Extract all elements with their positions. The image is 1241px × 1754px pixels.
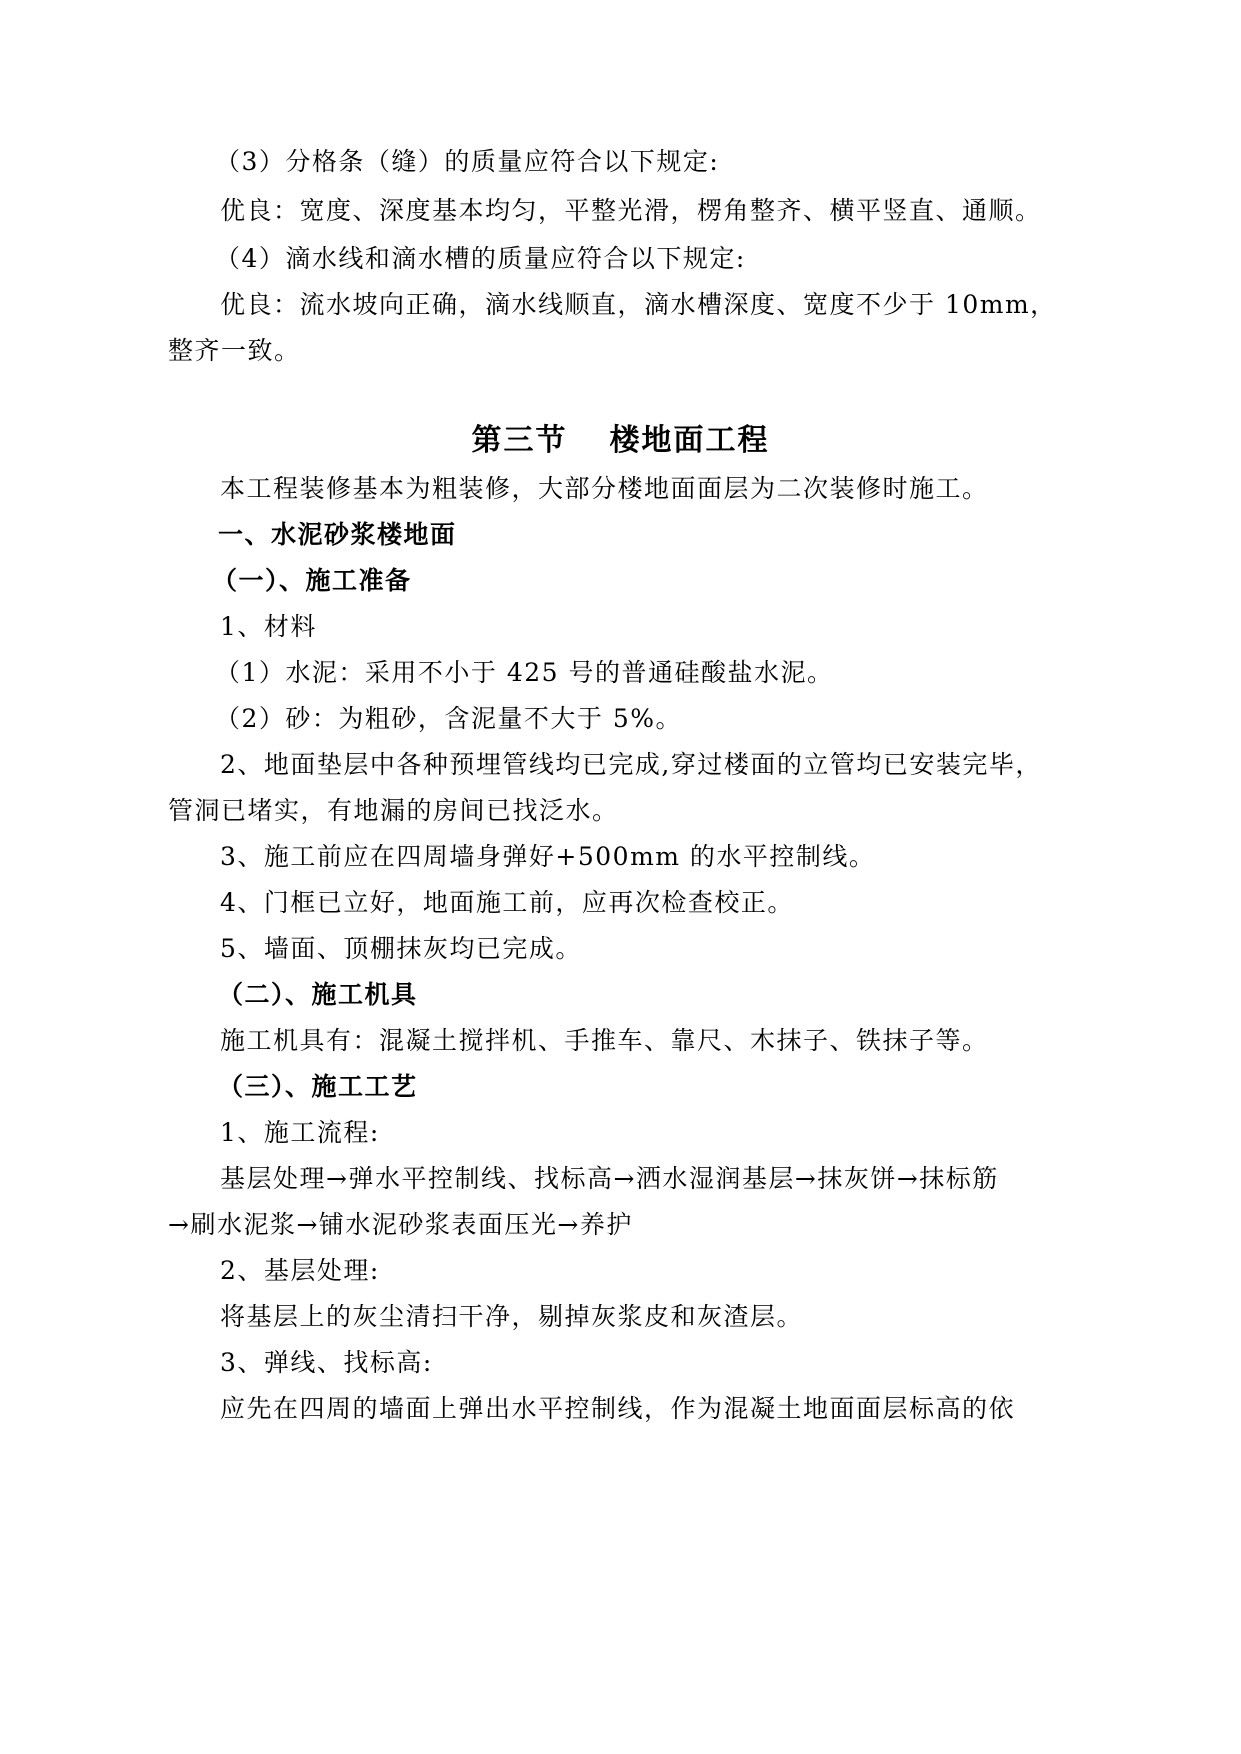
quality-rule-4-excellent: 优良：流水坡向正确，滴水线顺直，滴水槽深度、宽度不少于 10mm， xyxy=(220,290,1057,319)
quality-rule-4-excellent-cont: 整齐一致。 xyxy=(168,336,301,365)
item-marking-level: 3、弹线、找标高: xyxy=(220,1348,433,1377)
heading-preparation: （一）、施工准备 xyxy=(212,566,412,595)
quality-rule-3: （3）分格条（缝）的质量应符合以下规定: xyxy=(215,147,720,176)
item-2-embedded-pipes-cont: 管洞已堵实，有地漏的房间已找泛水。 xyxy=(168,796,619,825)
marking-level-text: 应先在四周的墙面上弹出水平控制线，作为混凝土地面面层标高的依 xyxy=(220,1394,1016,1423)
flow-steps: 基层处理→弹水平控制线、找标高→洒水湿润基层→抹灰饼→抹标筋 xyxy=(220,1164,999,1193)
item-base-treatment: 2、基层处理: xyxy=(220,1256,380,1285)
section-number: 第三节 xyxy=(471,423,568,458)
quality-rule-3-excellent: 优良：宽度、深度基本均匀，平整光滑，楞角整齐、横平竖直、通顺。 xyxy=(220,196,1042,225)
item-3-control-line: 3、施工前应在四周墙身弹好+500mm 的水平控制线。 xyxy=(220,842,876,871)
heading-tools: （二）、施工机具 xyxy=(218,980,418,1009)
heading-process: （三）、施工工艺 xyxy=(218,1072,418,1101)
section-name: 楼地面工程 xyxy=(609,423,770,458)
item-2-embedded-pipes: 2、地面垫层中各种预埋管线均已完成,穿过楼面的立管均已安装完毕， xyxy=(220,750,1042,779)
intro-paragraph: 本工程装修基本为粗装修，大部分楼地面面层为二次装修时施工。 xyxy=(220,474,989,503)
item-materials: 1、材料 xyxy=(220,612,317,641)
flow-steps-cont: →刷水泥浆→铺水泥砂浆表面压光→养护 xyxy=(168,1210,633,1239)
item-construction-flow: 1、施工流程: xyxy=(220,1118,380,1147)
material-cement: （1）水泥：采用不小于 425 号的普通硅酸盐水泥。 xyxy=(215,658,834,687)
item-4-door-frame: 4、门框已立好，地面施工前，应再次检查校正。 xyxy=(220,888,794,917)
material-sand: （2）砂：为粗砂，含泥量不大于 5%。 xyxy=(215,704,683,733)
heading-cement-mortar-floor: 一、水泥砂浆楼地面 xyxy=(218,520,457,549)
base-treatment-text: 将基层上的灰尘清扫干净，剔掉灰浆皮和灰渣层。 xyxy=(220,1302,804,1331)
tools-list: 施工机具有：混凝土搅拌机、手推车、靠尺、木抹子、铁抹子等。 xyxy=(220,1026,989,1055)
quality-rule-4: （4）滴水线和滴水槽的质量应符合以下规定: xyxy=(215,244,746,273)
section-title xyxy=(0,423,1241,459)
item-5-plastering: 5、墙面、顶棚抹灰均已完成。 xyxy=(220,934,582,963)
